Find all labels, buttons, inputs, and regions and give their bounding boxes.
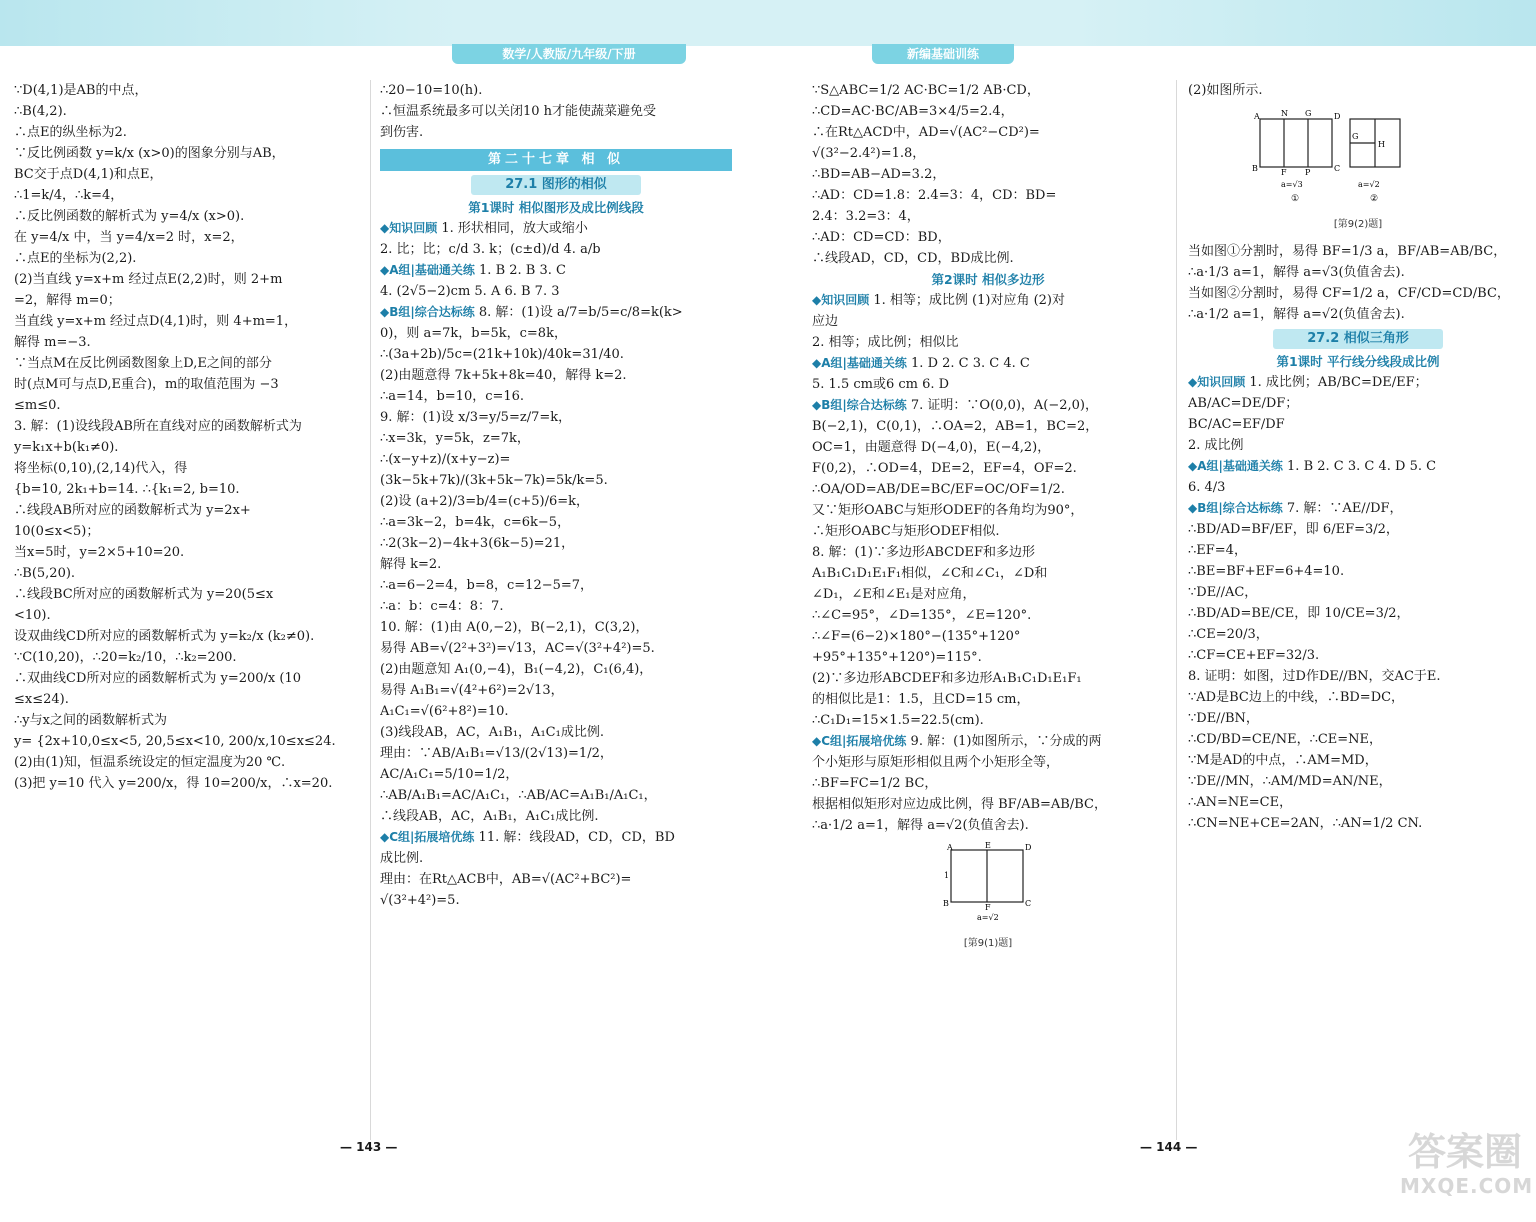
svg-text:F: F xyxy=(1281,168,1287,177)
text-line: 到伤害. xyxy=(380,125,424,140)
lesson-title: 第1课时 相似图形及成比例线段 xyxy=(468,200,644,215)
section-tag: ◆知识回顾 xyxy=(380,221,438,235)
text-line: ∠D₁，∠E和∠E₁是对应角， xyxy=(812,587,976,602)
figure-9-1 xyxy=(812,842,1164,954)
text-line: 2. 成比例 xyxy=(1188,438,1244,453)
text-line: ∴AB/A₁B₁=AC/A₁C₁，∴AB/AC=A₁B₁/A₁C₁， xyxy=(380,788,657,803)
text-line: (2)由题意得 7k+5k+8k=40，解得 k=2. xyxy=(380,368,627,383)
text-line: 10(0≤x<5)； xyxy=(14,524,100,539)
text-line: ◆A组|基础通关练 1. B 2. C 3. C 4. D 5. C xyxy=(1188,459,1437,474)
text-line: ∴a·1/3 a=1，解得 a=√3(负值舍去). xyxy=(1188,265,1405,280)
column-1 xyxy=(14,80,366,1140)
column-divider xyxy=(1176,80,1177,1140)
text-line: ∴y与x之间的函数解析式为 xyxy=(14,713,167,728)
text-line: A₁B₁C₁D₁E₁F₁相似，∠C和∠C₁，∠D和 xyxy=(812,566,1048,581)
text-line: ∴AN=NE=CE， xyxy=(1188,795,1293,810)
text-line: ∴线段AD，CD，CD，BD成比例. xyxy=(812,251,1014,266)
text-line: 理由：∵AB/A₁B₁=√13/(2√13)=1/2，AC/A₁C₁=5/10=1/2， xyxy=(380,746,613,782)
text-line: ≤x≤24). xyxy=(14,692,69,707)
text-line: ∴反比例函数的解析式为 y=4/x (x>0). xyxy=(14,209,245,224)
text-line: ∴a·1/2 a=1，解得 a=√2(负值舍去). xyxy=(1188,307,1405,322)
text-line: 解得 k=2. xyxy=(380,557,442,572)
text-line: 个小矩形与原矩形相似且两个小矩形全等， xyxy=(812,755,1060,770)
text-line: ◆C组|拓展培优练 9. 解：(1)如图所示，∵分成的两 xyxy=(812,734,1102,749)
text-line: ∵C(10,20)，∴20=k₂/10，∴k₂=200. xyxy=(14,650,237,665)
text-line: ∴线段AB，AC，A₁B₁，A₁C₁成比例. xyxy=(380,809,599,824)
text-line: ∵DE//BN， xyxy=(1188,711,1259,726)
text-line: ∴CD/BD=CE/NE，∴CE=NE， xyxy=(1188,732,1383,747)
text-line: (2)设 (a+2)/3=b/4=(c+5)/6=k， xyxy=(380,494,590,509)
text-line: (2)当直线 y=x+m 经过点E(2,2)时，则 2+m xyxy=(14,272,283,287)
text-line: ◆知识回顾 1. 相等；成比例 (1)对应角 (2)对 xyxy=(812,293,1065,308)
text-line: ∴a=14，b=10，c=16. xyxy=(380,389,525,404)
column-2 xyxy=(380,80,732,1140)
text-line: ∴BD/AD=BE/CE，即 10/CE=3/2， xyxy=(1188,606,1410,621)
text-line: ◆B组|综合达标练 8. 解：(1)设 a/7=b/5=c/8=k(k> xyxy=(380,305,683,320)
svg-text:P: P xyxy=(1305,168,1311,177)
figure-9-2 xyxy=(1188,107,1528,235)
text-line: 根据相似矩形对应边成比例，得 BF/AB=AB/BC， xyxy=(812,797,1107,812)
text-line: ≤m≤0. xyxy=(14,398,61,413)
text-line: ∴a=3k−2，b=4k，c=6k−5， xyxy=(380,515,571,530)
text-line: 0)，则 a=7k，b=5k，c=8k， xyxy=(380,326,567,341)
section-tag: ◆A组|基础通关练 xyxy=(1188,459,1283,473)
text-line: ∴在Rt△ACD中，AD=√(AC²−CD²)= xyxy=(812,125,1040,140)
text-line: +95°+135°+120°)=115°. xyxy=(812,650,982,665)
text-line: ∵DE//MN，∴AM/MD=AN/NE， xyxy=(1188,774,1392,789)
text-line: (2)由题意知 A₁(0,−4)，B₁(−4,2)，C₁(6,4)， xyxy=(380,662,653,677)
text-line: ∴x=3k，y=5k，z=7k， xyxy=(380,431,530,446)
text-line: 易得 AB=√(2²+3²)=√13，AC=√(3²+4²)=5. xyxy=(380,641,655,656)
svg-text:C: C xyxy=(1025,899,1032,908)
text-line: 10. 解：(1)由 A(0,−2)，B(−2,1)，C(3,2)， xyxy=(380,620,649,635)
text-line: ∵DE//AC， xyxy=(1188,585,1258,600)
lesson-title: 第2课时 相似多边形 xyxy=(931,272,1045,287)
text-line: ∵反比例函数 y=k/x (x>0)的图象分别与AB， xyxy=(14,146,285,161)
svg-text:C: C xyxy=(1334,164,1341,173)
text-line: 设双曲线CD所对应的函数解析式为 y=k₂/x (k₂≠0). xyxy=(14,629,315,644)
text-line: 当x=5时，y=2×5+10=20. xyxy=(14,545,185,560)
text-line: 5. 1.5 cm或6 cm 6. D xyxy=(812,377,950,392)
rectangle-diagram xyxy=(933,842,1043,926)
text-line: =2，解得 m=0； xyxy=(14,293,121,308)
text-line: ∴BD=AB−AD=3.2， xyxy=(812,167,946,182)
text-line: 又∵矩形OABC与矩形ODEF的各角均为90°， xyxy=(812,503,1084,518)
section-tag: ◆A组|基础通关练 xyxy=(380,263,475,277)
section-title: 27.1 图形的相似 xyxy=(471,175,641,195)
column-3 xyxy=(812,80,1164,1140)
text-line: ∴CN=NE+CE=2AN，∴AN=1/2 CN. xyxy=(1188,816,1423,831)
text-line: ◆C组|拓展培优练 11. 解：线段AD，CD，CD，BD xyxy=(380,830,675,845)
lesson-title: 第1课时 平行线分线段成比例 xyxy=(1276,354,1440,369)
text-line: y= {2x+10,0≤x<5, 20,5≤x<10, 200/x,10≤x≤24. xyxy=(14,734,336,749)
text-line: ∴点E的纵坐标为2. xyxy=(14,125,127,140)
text-line: 3. 解：(1)设线段AB所在直线对应的函数解析式为 xyxy=(14,419,302,434)
text-line: ∴B(4,2). xyxy=(14,104,67,119)
text-line: (2)∵多边形ABCDEF和多边形A₁B₁C₁D₁E₁F₁ xyxy=(812,671,1082,686)
text-line: BC/AC=EF/DF xyxy=(1188,417,1285,432)
section-tag: ◆知识回顾 xyxy=(812,293,870,307)
text-line: ◆B组|综合达标练 7. 解：∵AE//DF， xyxy=(1188,501,1403,516)
text-line: 当如图①分割时，易得 BF=1/3 a，BF/AB=AB/BC， xyxy=(1188,244,1507,259)
svg-text:B: B xyxy=(1252,164,1258,173)
text-line: ∴2(3k−2)−4k+3(6k−5)=21， xyxy=(380,536,575,551)
text-line: A₁C₁=√(6²+8²)=10. xyxy=(380,704,509,719)
section-tag: ◆A组|基础通关练 xyxy=(812,356,907,370)
svg-text:a=√2: a=√2 xyxy=(1358,180,1380,189)
svg-text:A: A xyxy=(947,843,953,852)
text-line: 易得 A₁B₁=√(4²+6²)=2√13， xyxy=(380,683,564,698)
section-tag: ◆B组|综合达标练 xyxy=(812,398,907,412)
text-line: ∴CF=CE+EF=32/3. xyxy=(1188,648,1320,663)
text-line: {b=10, 2k₁+b=14. ∴{k₁=2, b=10. xyxy=(14,482,240,497)
svg-text:1: 1 xyxy=(944,871,950,880)
text-line: 应边 xyxy=(812,314,839,329)
text-line: ∴a=6−2=4，b=8，c=12−5=7， xyxy=(380,578,594,593)
top-banner xyxy=(0,0,1536,46)
text-line: ∴C₁D₁=15×1.5=22.5(cm). xyxy=(812,713,984,728)
svg-text:D: D xyxy=(1334,112,1341,121)
text-line: 8. 证明：如图，过D作DE//BN，交AC于E. xyxy=(1188,669,1441,684)
header-series-title: 新编基础训练 xyxy=(872,44,1014,64)
watermark-url: MXQE.COM xyxy=(1400,1174,1534,1198)
text-line: ∴CE=20/3， xyxy=(1188,627,1269,642)
rectangle-diagrams xyxy=(1188,107,1408,207)
page-number-right: — 144 — xyxy=(1140,1140,1198,1154)
section-tag: ◆C组|拓展培优练 xyxy=(812,734,907,748)
section-tag: ◆C组|拓展培优练 xyxy=(380,830,475,844)
figure-caption: [第9(1)题] xyxy=(963,938,1013,949)
svg-text:E: E xyxy=(985,842,991,850)
svg-text:D: D xyxy=(1025,843,1032,852)
text-line: 2. 比；比；c/d 3. k；(c±d)/d 4. a/b xyxy=(380,242,601,257)
text-line: ∵当点M在反比例函数图象上D,E之间的部分 xyxy=(14,356,272,371)
text-line: 解得 m=−3. xyxy=(14,335,91,350)
text-line: y=k₁x+b(k₁≠0). xyxy=(14,440,119,455)
svg-text:F: F xyxy=(985,903,991,912)
section-tag: ◆B组|综合达标练 xyxy=(380,305,475,319)
text-line: OC=1，由题意得 D(−4,0)，E(−4,2)， xyxy=(812,440,1051,455)
text-line: ∴BE=BF+EF=6+4=10. xyxy=(1188,564,1345,579)
text-line: ∵M是AD的中点，∴AM=MD， xyxy=(1188,753,1378,768)
text-line: ∴20−10=10(h). xyxy=(380,83,483,98)
text-line: ∴OA/OD=AB/DE=BC/EF=OC/OF=1/2. xyxy=(812,482,1065,497)
text-line: ∴AD：CD=CD：BD， xyxy=(812,230,951,245)
text-line: ∴BD/AD=BF/EF，即 6/EF=3/2， xyxy=(1188,522,1399,537)
text-line: ∴AD：CD=1.8：2.4=3：4，CD：BD= xyxy=(812,188,1057,203)
svg-text:a=√3: a=√3 xyxy=(1281,180,1303,189)
text-line: ∴点E的坐标为(2,2). xyxy=(14,251,137,266)
svg-text:a=√2: a=√2 xyxy=(977,913,999,922)
text-line: ∵AD是BC边上的中线，∴BD=DC， xyxy=(1188,690,1405,705)
text-line: BC交于点D(4,1)和点E， xyxy=(14,167,163,182)
svg-text:G: G xyxy=(1352,132,1359,141)
text-line: ∴(3a+2b)/5c=(21k+10k)/40k=31/40. xyxy=(380,347,624,362)
text-line: 的相似比是1：1.5，且CD=15 cm， xyxy=(812,692,1030,707)
text-line: 成比例. xyxy=(380,851,424,866)
text-line: ∴线段BC所对应的函数解析式为 y=20(5≤x xyxy=(14,587,274,602)
text-line: (3)线段AB，AC，A₁B₁，A₁C₁成比例. xyxy=(380,725,604,740)
text-line: 9. 解：(1)设 x/3=y/5=z/7=k， xyxy=(380,410,572,425)
text-line: F(0,2)，∴OD=4，DE=2，EF=4，OF=2. xyxy=(812,461,1077,476)
page-number-left: — 143 — xyxy=(340,1140,398,1154)
text-line: ∴CD=AC·BC/AB=3×4/5=2.4， xyxy=(812,104,1014,119)
watermark xyxy=(1400,1130,1534,1210)
text-line: ◆A组|基础通关练 1. B 2. B 3. C xyxy=(380,263,566,278)
text-line: ∴∠C=95°，∠D=135°，∠E=120°. xyxy=(812,608,1032,623)
text-line: <10). xyxy=(14,608,51,623)
text-line: 2.4：3.2=3：4， xyxy=(812,209,920,224)
text-line: 将坐标(0,10),(2,14)代入，得 xyxy=(14,461,188,476)
svg-text:①: ① xyxy=(1291,194,1300,204)
text-line: √(3²+4²)=5. xyxy=(380,893,460,908)
svg-text:N: N xyxy=(1281,109,1288,118)
text-line: ∴1=k/4，∴k=4， xyxy=(14,188,124,203)
text-line: ∴线段AB所对应的函数解析式为 y=2x+ xyxy=(14,503,251,518)
text-line: ∴双曲线CD所对应的函数解析式为 y=200/x (10 xyxy=(14,671,302,686)
watermark-logo-text: 答案圈 xyxy=(1407,1130,1522,1174)
text-line: (3)把 y=10 代入 y=200/x，得 10=200/x，∴x=20. xyxy=(14,776,333,791)
text-line: 当如图②分割时，易得 CF=1/2 a，CF/CD=CD/BC， xyxy=(1188,286,1510,301)
svg-text:H: H xyxy=(1378,140,1385,149)
text-line: ◆知识回顾 1. 成比例；AB/BC=DE/EF；AB/AC=DE/DF； xyxy=(1188,375,1428,411)
text-line: ∵D(4,1)是AB的中点， xyxy=(14,83,148,98)
text-line: ∵S△ABC=1/2 AC·BC=1/2 AB·CD， xyxy=(812,83,1040,98)
section-tag: ◆知识回顾 xyxy=(1188,375,1246,389)
svg-text:A: A xyxy=(1254,112,1260,121)
text-line: ∴恒温系统最多可以关闭10 h才能使蔬菜避免受 xyxy=(380,104,657,119)
section-tag: ◆B组|综合达标练 xyxy=(1188,501,1283,515)
column-divider xyxy=(370,80,371,1140)
text-line: ◆B组|综合达标练 7. 证明：∵O(0,0)，A(−2,0)， xyxy=(812,398,1099,413)
text-line: B(−2,1)，C(0,1)，∴OA=2，AB=1，BC=2， xyxy=(812,419,1099,434)
text-line: ∴B(5,20). xyxy=(14,566,76,581)
text-line: 6. 4/3 xyxy=(1188,480,1226,495)
text-line: (2)如图所示. xyxy=(1188,83,1263,98)
text-line: 8. 解：(1)∵多边形ABCDEF和多边形 xyxy=(812,545,1036,560)
chapter-title: 第二十七章 相 似 xyxy=(380,149,732,171)
text-line: ∴矩形OABC与矩形ODEF相似. xyxy=(812,524,1000,539)
text-line: ∴∠F=(6−2)×180°−(135°+120° xyxy=(812,629,1021,644)
text-line: 2. 相等；成比例；相似比 xyxy=(812,335,959,350)
text-line: 理由：在Rt△ACB中，AB=√(AC²+BC²)= xyxy=(380,872,632,887)
text-line: √(3²−2.4²)=1.8， xyxy=(812,146,926,161)
section-title: 27.2 相似三角形 xyxy=(1273,329,1443,349)
text-line: ◆A组|基础通关练 1. D 2. C 3. C 4. C xyxy=(812,356,1030,371)
text-line: ∴a·1/2 a=1，解得 a=√2(负值舍去). xyxy=(812,818,1029,833)
header-subject-title: 数学/人教版/九年级/下册 xyxy=(452,44,686,64)
text-line: ∴BF=FC=1/2 BC， xyxy=(812,776,938,791)
text-line: ∴EF=4， xyxy=(1188,543,1247,558)
text-line: 当直线 y=x+m 经过点D(4,1)时，则 4+m=1， xyxy=(14,314,298,329)
text-line: 在 y=4/x 中，当 y=4/x=2 时，x=2， xyxy=(14,230,244,245)
text-line: ∴(x−y+z)/(x+y−z)=(3k−5k+7k)/(3k+5k−7k)=5k/k=5. xyxy=(380,452,608,488)
text-line: 时(点M可与点D,E重合)，m的取值范围为 −3 xyxy=(14,377,279,392)
svg-text:②: ② xyxy=(1370,194,1379,204)
svg-text:G: G xyxy=(1305,109,1312,118)
text-line: (2)由(1)知，恒温系统设定的恒定温度为20 ℃. xyxy=(14,755,286,770)
column-4 xyxy=(1188,80,1528,1140)
text-line: ∴a：b：c=4：8：7. xyxy=(380,599,504,614)
text-line: 4. (2√5−2)cm 5. A 6. B 7. 3 xyxy=(380,284,560,299)
svg-text:B: B xyxy=(943,899,949,908)
figure-caption: [第9(2)题] xyxy=(1333,219,1383,230)
text-line: ◆知识回顾 1. 形状相同，放大或缩小 xyxy=(380,221,588,236)
